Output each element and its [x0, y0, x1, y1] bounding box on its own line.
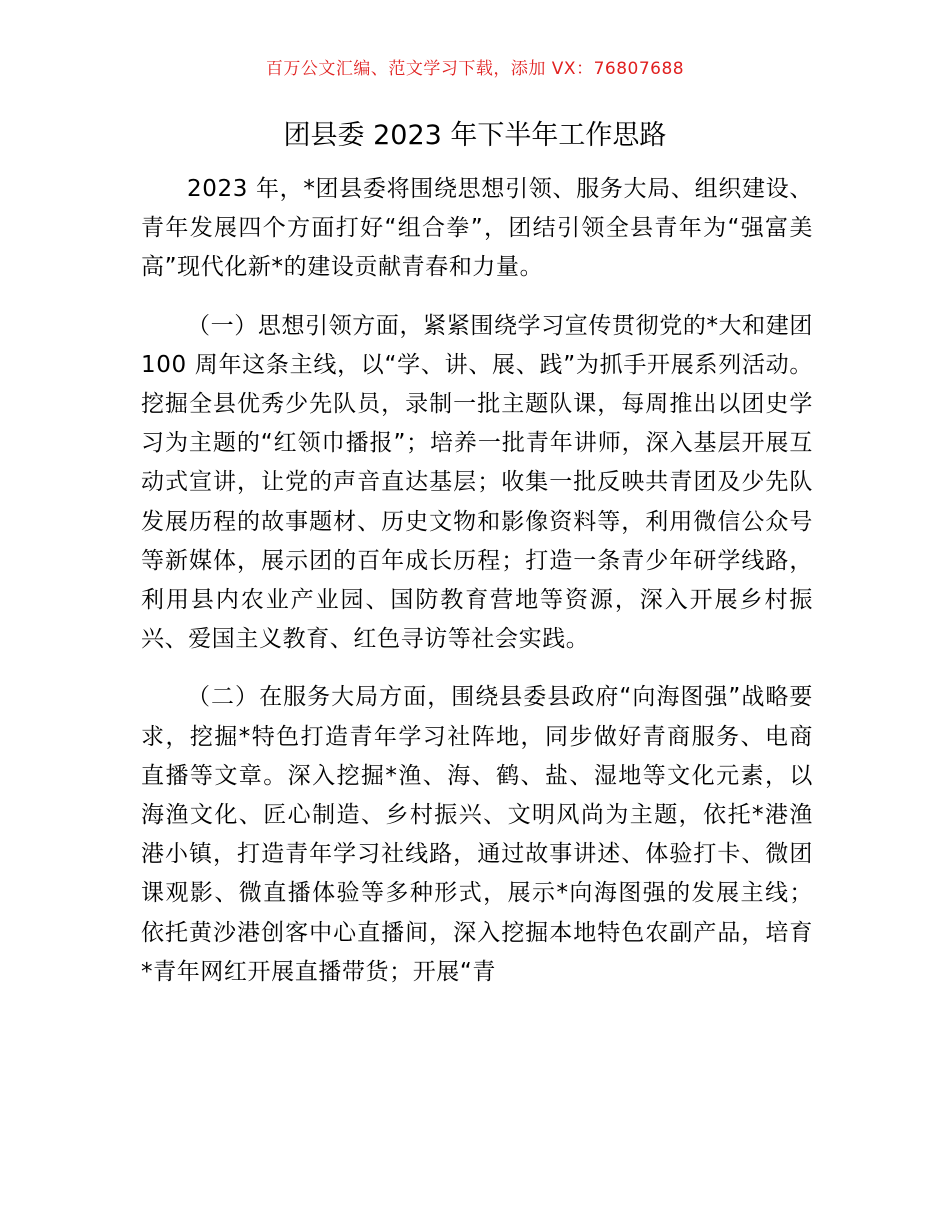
paragraph-ideological-guidance: （一）思想引领方面，紧紧围绕学习宣传贯彻党的*大和建团 100 周年这条主线，以“学、讲、展、践”为抓手开展系列活动。挖掘全县优秀少先队员，录制一批主题队课，每周推出以团史学习为主题的“红领巾播报”；培养一批青年讲师，深入基层开展互动式宣讲，让党的声音直达基层；收集一批反映共青团及少先队发展历程的故事题材、历史文物和影像资料等，利用微信公众号等新媒体，展示团的百年成长历程；打造一条青少年研学线路，利用县内农业产业园、国防教育营地等资源，深入开展乡村振兴、爱国主义教育、红色寻访等社会实践。	[141, 312, 813, 653]
page-title: 团县委 2023 年下半年工作思路	[283, 120, 667, 151]
paragraph-intro: 2023 年，*团县委将围绕思想引领、服务大局、组织建设、青年发展四个方面打好“组合拳”，团结引领全县青年为“强富美高”现代化新*的建设贡献青春和力量。	[141, 176, 813, 281]
document-body	[141, 170, 813, 992]
paragraph-serving-overall: （二）在服务大局方面，围绕县委县政府“向海图强”战略要求，挖掘*特色打造青年学习社阵地，同步做好青商服务、电商直播等文章。深入挖掘*渔、海、鹤、盐、湿地等文化元素，以海渔文化、匠心制造、乡村振兴、文明风尚为主题，依托*港渔港小镇，打造青年学习社线路，通过故事讲述、体验打卡、微团课观影、微直播体验等多种形式，展示*向海图强的发展主线；依托黄沙港创客中心直播间，深入挖掘本地特色农副产品，培育*青年网红开展直播带货；开展“青	[141, 684, 813, 985]
header-banner: 百万公文汇编、范文学习下载，添加 VX：76807688	[265, 59, 685, 79]
